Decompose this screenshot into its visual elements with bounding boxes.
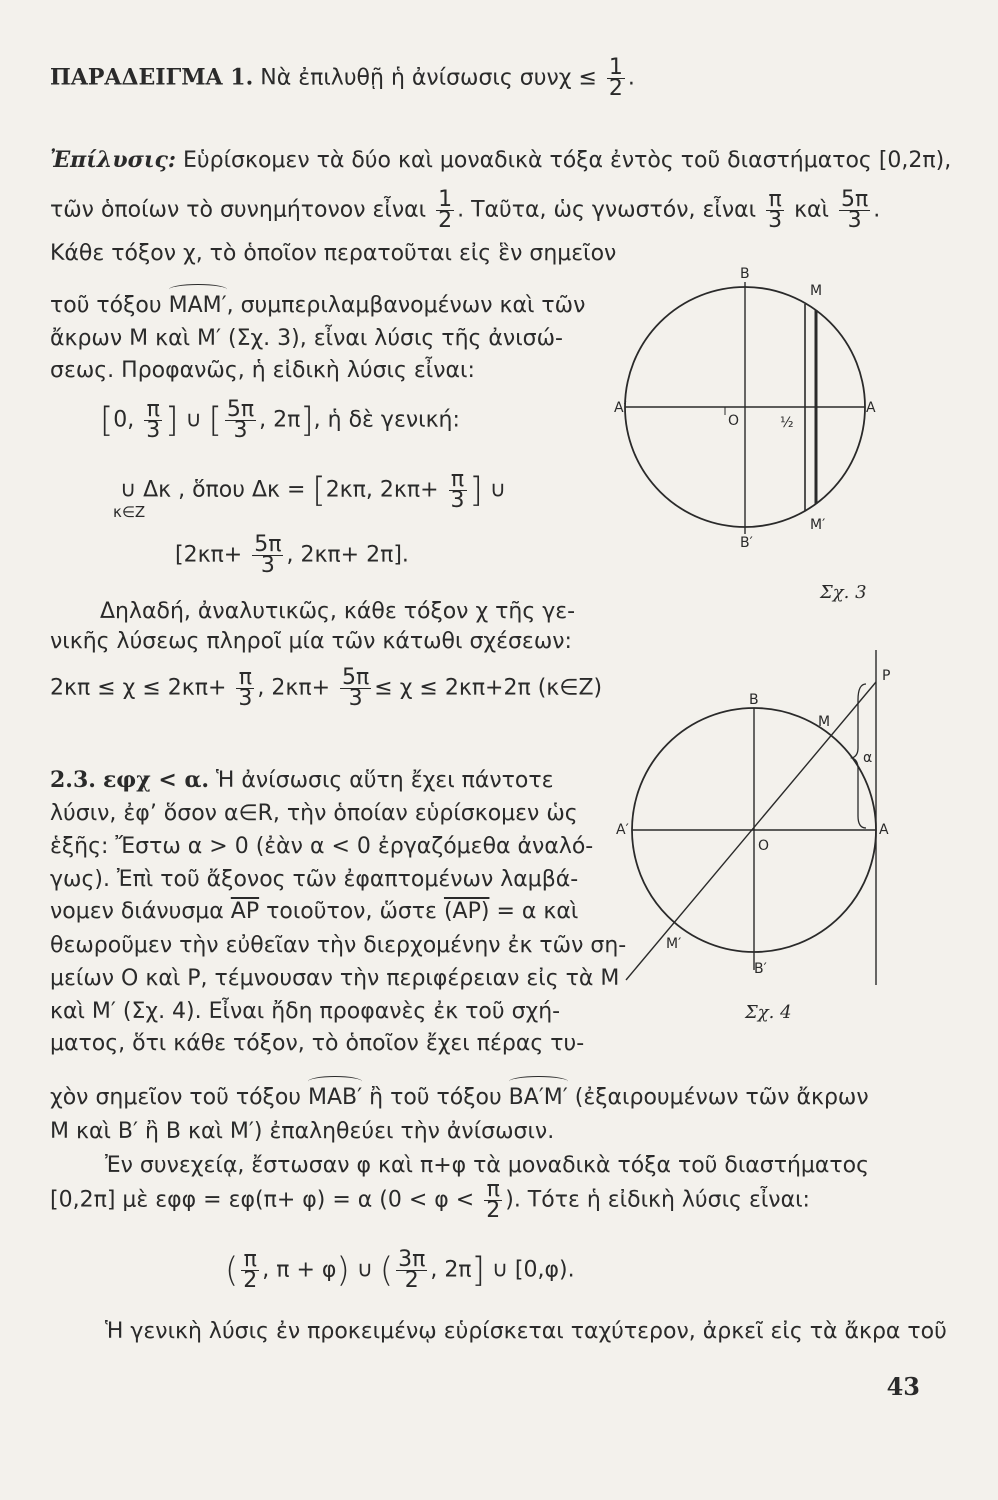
example-title: ΠΑΡΑΔΕΙΓΜΑ 1. — [50, 64, 254, 91]
special-solution-2: ( $\frac{\pi}{2}$ , π + φ) ∪ ( $\frac{3\pi}{2}$ , 2π] ∪ [0,φ). — [225, 1247, 575, 1293]
fig3-label-B-prime: B′ — [740, 535, 753, 551]
general-solution-2: [2κπ+ $\frac{5\pi}{3}$ , 2κπ+ 2π]. — [175, 532, 409, 578]
fig3-label-B: B — [740, 266, 750, 282]
solution-label: Ἐπίλυσις: — [50, 147, 177, 173]
solution-line-1: Ἐπίλυσις: Εὑρίσκομεν τὰ δύο καὶ μοναδικὰ τόξα ἐντὸς τοῦ διαστήματος [0,2π), — [50, 147, 952, 173]
section-line-8: καὶ Μ′ (Σχ. 4). Εἶναι ἤδη προφανὲς ἐκ τοῦ σχή- — [50, 999, 561, 1024]
section-title: εφχ < α. — [102, 767, 210, 793]
section-heading: 2.3. εφχ < α. Ἡ ἀνίσωσις αὕτη ἔχει πάντοτε — [50, 767, 554, 793]
solution-line-5: ἄκρων Μ καὶ Μ′ (Σχ. 3), εἶναι λύσις τῆς ἀνισώ- — [50, 326, 563, 351]
section-line-12: Ἐν συνεχείᾳ, ἔστωσαν φ καὶ π+φ τὰ μοναδικὰ τόξα τοῦ διαστήματος — [105, 1153, 870, 1178]
figure-4 — [612, 630, 912, 1000]
fig3-label-M-prime: M′ — [810, 517, 826, 533]
section-number: 2.3. — [50, 767, 96, 793]
fig3-label-A: A — [866, 400, 876, 416]
general-solution-1: ∪ Δκ , ὅπου Δκ = [2κπ, 2κπ+ $\frac{\pi}{3}$ ] ∪ — [120, 467, 506, 513]
solution-line-10: Δηλαδή, ἀναλυτικῶς, κάθε τόξον χ τῆς γε- — [100, 599, 576, 624]
section-line-3: ἑξῆς: Ἔστω α > 0 (ἐὰν α < 0 ἐργαζόμεθα ἀναλό- — [50, 834, 594, 859]
example-heading: ΠΑΡΑΔΕΙΓΜΑ 1. Νὰ ἐπιλυθῇ ἡ ἀνίσωσις συνχ ≤ $\frac{1}{2}$ . — [50, 55, 635, 101]
figure-3-caption: Σχ. 3 — [820, 582, 867, 603]
arc-BAM: BA′M′ — [508, 1085, 568, 1110]
example-fraction: $\frac{1}{2}$ — [608, 55, 623, 101]
fig4-label-P: P — [882, 668, 891, 684]
section-line-5: νομεν διάνυσμα $\overline{AP}$ τοιοῦτον, ὥστε (AP) = α καὶ — [50, 899, 579, 924]
fig4-label-B: B — [749, 692, 759, 708]
solution-line-4: τοῦ τόξου MAM′, συμπεριλαμβανομένων καὶ τῶν — [50, 293, 586, 318]
solution-line-3: Κάθε τόξον χ, τὸ ὁποῖον περατοῦται εἰς ἓν σημεῖον — [50, 241, 617, 266]
section-line-4: γως). Ἐπὶ τοῦ ἄξονος τῶν ἐφαπτομένων λαμβά- — [50, 867, 579, 892]
section-line-13: [0,2π] μὲ εφφ = εφ(π+ φ) = α (0 < φ < $\frac{\pi}{2}$ ). Τότε ἡ εἰδικὴ λύσις εἶναι: — [50, 1177, 810, 1223]
special-solution: [0, $\frac{\pi}{3}$ ] ∪ [ $\frac{5\pi}{3}$ , 2π], ἡ δὲ γενική: — [100, 397, 460, 443]
page-number: 43 — [886, 1372, 920, 1401]
fig4-label-A: A — [879, 822, 889, 838]
fig4-label-B-prime: B′ — [754, 961, 767, 977]
solution-line-11: νικῆς λύσεως πληροῖ μία τῶν κάτωθι σχέσεων: — [50, 629, 572, 654]
fig4-label-M: M — [818, 714, 831, 730]
fig4-label-O: O — [758, 838, 770, 854]
section-line-9: ματος, ὅτι κάθε τόξον, τὸ ὁποῖον ἔχει πέρας τυ- — [50, 1031, 585, 1056]
fig3-label-M: M — [810, 283, 823, 299]
section-line-11: Μ καὶ Β′ ἢ Β καὶ Μ′) ἐπαληθεύει τὴν ἀνίσωσιν. — [50, 1119, 555, 1144]
general-solution-subscript: κ∈Z — [113, 503, 146, 521]
solution-line-6: σεως. Προφανῶς, ἡ εἰδικὴ λύσις εἶναι: — [50, 358, 475, 383]
arc-MAB: MAB′ — [308, 1085, 363, 1110]
section-line-10: χὸν σημεῖον τοῦ τόξου MAB′ ἢ τοῦ τόξου BA′M′ (ἐξαιρουμένων τῶν ἄκρων — [50, 1085, 869, 1110]
fig4-label-A-prime: A′ — [616, 822, 629, 838]
fig3-label-A-prime: A′ — [614, 400, 627, 416]
section-line-6: θεωροῦμεν τὴν εὐθεῖαν τὴν διερχομένην ἐκ τῶν ση- — [50, 933, 627, 958]
arc-MAM: MAM′ — [168, 293, 227, 318]
figure-3 — [610, 262, 880, 552]
fig3-label-O: O — [728, 413, 740, 429]
vector-AP: $\overline{AP}$ — [230, 899, 260, 924]
section-line-15: Ἡ γενικὴ λύσις ἐν προκειμένῳ εὑρίσκεται ταχύτερον, ἀρκεῖ εἰς τὰ ἄκρα τοῦ — [105, 1319, 947, 1344]
section-line-7: μείων Ο καὶ Ρ, τέμνουσαν τὴν περιφέρειαν εἰς τὰ Μ — [50, 966, 620, 991]
solution-line-2: τῶν ὁποίων τὸ συνημήτονον εἶναι $\frac{1}{2}$ . Ταῦτα, ὡς γνωστόν, εἶναι $\frac{\pi}{3}$ καὶ $\frac{5\pi}{3}$ . — [50, 187, 881, 233]
figure-4-caption: Σχ. 4 — [745, 1002, 792, 1023]
section-line-2: λύσιν, ἐφ’ ὅσον α∈R, τὴν ὁποίαν εὑρίσκομεν ὡς — [50, 801, 578, 826]
fig4-label-M-prime: M′ — [666, 936, 682, 952]
example-statement: Νὰ ἐπιλυθῇ ἡ ἀνίσωσις συνχ ≤ — [260, 65, 597, 91]
fig3-label-half: ½ — [780, 415, 794, 431]
fig4-label-alpha: α — [863, 750, 873, 766]
relations: 2κπ ≤ χ ≤ 2κπ+ $\frac{\pi}{3}$ , 2κπ+ $\frac{5\pi}{3}$ ≤ χ ≤ 2κπ+2π (κ∈Z) — [50, 665, 603, 711]
